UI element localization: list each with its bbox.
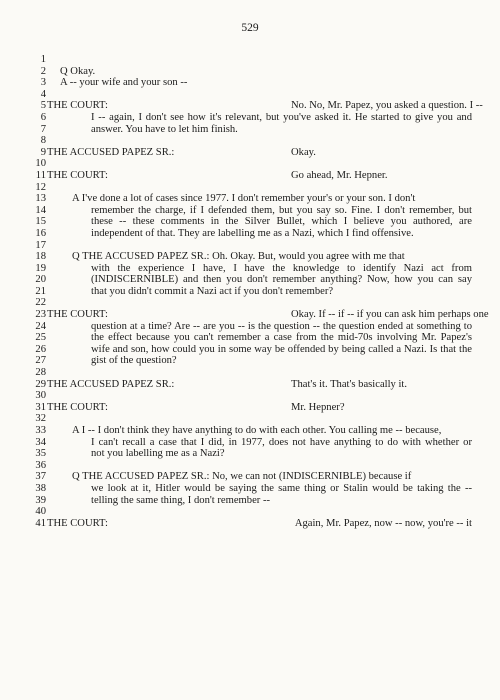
line-number: 24 xyxy=(35,320,46,332)
line-text: gist of the question? xyxy=(91,355,177,367)
line-number: 21 xyxy=(35,285,46,297)
line-number: 27 xyxy=(35,355,46,367)
line-number: 2 xyxy=(40,65,46,77)
transcript-line xyxy=(0,182,500,194)
speaker-label: THE ACCUSED PAPEZ SR.: xyxy=(47,378,175,390)
transcript-line xyxy=(0,205,500,217)
transcript-line xyxy=(0,100,500,112)
line-number: 6 xyxy=(40,111,46,123)
speaker-line xyxy=(47,518,472,530)
transcript-line xyxy=(0,89,500,101)
line-number: 15 xyxy=(35,216,46,228)
transcript-line xyxy=(0,413,500,425)
transcript-line xyxy=(0,286,500,298)
speaker-line xyxy=(47,309,489,321)
transcript-line xyxy=(0,355,500,367)
transcript-line xyxy=(0,193,500,205)
line-text: independent of that. They are labelling me as a Nazi, which I find offensive. xyxy=(91,227,414,239)
transcript-line xyxy=(0,147,500,159)
transcript-line xyxy=(0,112,500,124)
transcript-line xyxy=(0,135,500,147)
line-number: 13 xyxy=(35,193,46,205)
transcript-lines xyxy=(0,54,500,529)
speaker-text: That's it. That's basically it. xyxy=(291,378,408,390)
line-text: these -- these comments in the Silver Bullet, which I believe you authored, are xyxy=(91,216,472,228)
transcript-line xyxy=(0,297,500,309)
line-number: 1 xyxy=(40,54,46,65)
line-number: 36 xyxy=(35,459,46,471)
line-number: 29 xyxy=(35,378,46,390)
line-text: (INDISCERNIBLE) and then you don't remember anything? Now, how you can say xyxy=(91,274,472,286)
transcript-line xyxy=(0,77,500,89)
line-number: 11 xyxy=(35,169,46,181)
transcript-line xyxy=(0,367,500,379)
transcript-line xyxy=(0,66,500,78)
transcript-line xyxy=(0,274,500,286)
transcript-line xyxy=(0,402,500,414)
line-text: A I've done a lot of cases since 1977. I don't remember your's or your son. I don't xyxy=(72,193,416,205)
line-text: A -- your wife and your son -- xyxy=(60,77,188,89)
transcript-line xyxy=(0,344,500,356)
transcript-line xyxy=(0,170,500,182)
line-number: 7 xyxy=(40,123,46,135)
line-number: 10 xyxy=(35,158,46,170)
transcript-line xyxy=(0,518,500,530)
speaker-label: THE COURT: xyxy=(47,517,108,529)
speaker-label: THE COURT: xyxy=(47,309,108,321)
line-text: I -- again, I don't see how it's relevant, but you've asked it. He started to give you and xyxy=(91,111,472,123)
line-number: 33 xyxy=(35,425,46,436)
line-number: 38 xyxy=(35,482,46,494)
line-text: telling the same thing, I don't remember -- xyxy=(91,494,271,506)
speaker-label: THE ACCUSED PAPEZ SR.: xyxy=(47,146,175,158)
line-number: 9 xyxy=(40,146,46,158)
speaker-line xyxy=(47,147,472,159)
speaker-text: Okay. If -- if -- if you can ask him perhaps one xyxy=(291,309,489,321)
line-text: the effect because you can't remember a case from the mid-70s involving Mr. Papez's xyxy=(91,332,472,344)
line-number: 39 xyxy=(35,494,46,506)
line-text: I can't recall a case that I did, in 1977, does not have anything to do with whether or xyxy=(91,436,472,448)
line-number: 4 xyxy=(40,88,46,100)
transcript-line xyxy=(0,448,500,460)
line-text: Q Okay. xyxy=(60,65,96,77)
line-number: 18 xyxy=(35,251,46,263)
line-number: 35 xyxy=(35,448,46,460)
line-number: 41 xyxy=(35,517,46,529)
line-number: 31 xyxy=(35,401,46,413)
line-number: 40 xyxy=(35,506,46,518)
line-number: 22 xyxy=(35,297,46,309)
transcript-line xyxy=(0,332,500,344)
transcript-line xyxy=(0,483,500,495)
line-number: 5 xyxy=(40,100,46,112)
line-text: Q THE ACCUSED PAPEZ SR.: No, we can not (INDISCERNIBLE) because if xyxy=(72,471,412,483)
speaker-line xyxy=(47,100,483,112)
transcript-line xyxy=(0,216,500,228)
line-text: wife and son, how could you in some way be offended by being called a Nazi. Is that the xyxy=(91,343,472,355)
transcript-line xyxy=(0,228,500,240)
line-text: with the experience I have, I have the knowledge to identify Nazi act from xyxy=(91,262,472,274)
speaker-label: THE COURT: xyxy=(47,401,108,413)
transcript-line xyxy=(0,54,500,66)
transcript-line xyxy=(0,321,500,333)
speaker-label: THE COURT: xyxy=(47,169,108,181)
line-number: 34 xyxy=(35,436,46,448)
transcript-line xyxy=(0,390,500,402)
transcript-line xyxy=(0,506,500,518)
transcript-line xyxy=(0,158,500,170)
transcript-line xyxy=(0,263,500,275)
line-number: 23 xyxy=(35,309,46,321)
line-number: 8 xyxy=(40,135,46,147)
line-number: 19 xyxy=(35,262,46,274)
line-text: Q THE ACCUSED PAPEZ SR.: Oh. Okay. But, would you agree with me that xyxy=(72,251,405,263)
transcript-line xyxy=(0,471,500,483)
line-number: 20 xyxy=(35,274,46,286)
transcript-line xyxy=(0,425,500,437)
line-number: 3 xyxy=(40,77,46,89)
line-number: 26 xyxy=(35,343,46,355)
speaker-label: THE COURT: xyxy=(47,100,108,112)
line-number: 37 xyxy=(35,471,46,483)
line-number: 12 xyxy=(35,181,46,193)
speaker-line xyxy=(47,379,472,391)
line-text: answer. You have to let him finish. xyxy=(91,123,238,135)
transcript-line xyxy=(0,309,500,321)
line-text: question at a time? Are -- are you -- is the question -- the question ended at something to xyxy=(91,320,472,332)
line-number: 14 xyxy=(35,204,46,216)
transcript-line xyxy=(0,240,500,252)
transcript-line xyxy=(0,251,500,263)
speaker-text: Go ahead, Mr. Hepner. xyxy=(291,169,388,181)
line-text: we look at it, Hitler would be saying the same thing or Stalin would be taking the -- xyxy=(91,482,472,494)
speaker-line xyxy=(47,170,472,182)
page-number: 529 xyxy=(241,22,259,34)
line-text: remember the charge, if I defended them, but you say so. Fine. I don't remember, but xyxy=(91,204,472,216)
line-text: not you labelling me as a Nazi? xyxy=(91,448,225,460)
line-number: 16 xyxy=(35,227,46,239)
transcript-line xyxy=(0,437,500,449)
transcript-line xyxy=(0,379,500,391)
line-text: that you didn't commit a Nazi act if you don't remember? xyxy=(91,285,334,297)
line-number: 32 xyxy=(35,413,46,425)
line-number: 25 xyxy=(35,332,46,344)
speaker-line xyxy=(47,402,472,414)
transcript-line xyxy=(0,124,500,136)
line-number: 28 xyxy=(35,367,46,379)
line-text: A I -- I don't think they have anything to do with each other. You calling me -- because, xyxy=(72,425,442,436)
transcript-line xyxy=(0,495,500,507)
speaker-text: Again, Mr. Papez, now -- now, you're -- it xyxy=(294,517,472,529)
transcript-line xyxy=(0,460,500,472)
speaker-text: Mr. Hepner? xyxy=(291,401,345,413)
line-number: 17 xyxy=(35,239,46,251)
speaker-text: No. No, Mr. Papez, you asked a question. I -- xyxy=(291,100,483,112)
line-number: 30 xyxy=(35,390,46,402)
speaker-text: Okay. xyxy=(291,146,316,158)
